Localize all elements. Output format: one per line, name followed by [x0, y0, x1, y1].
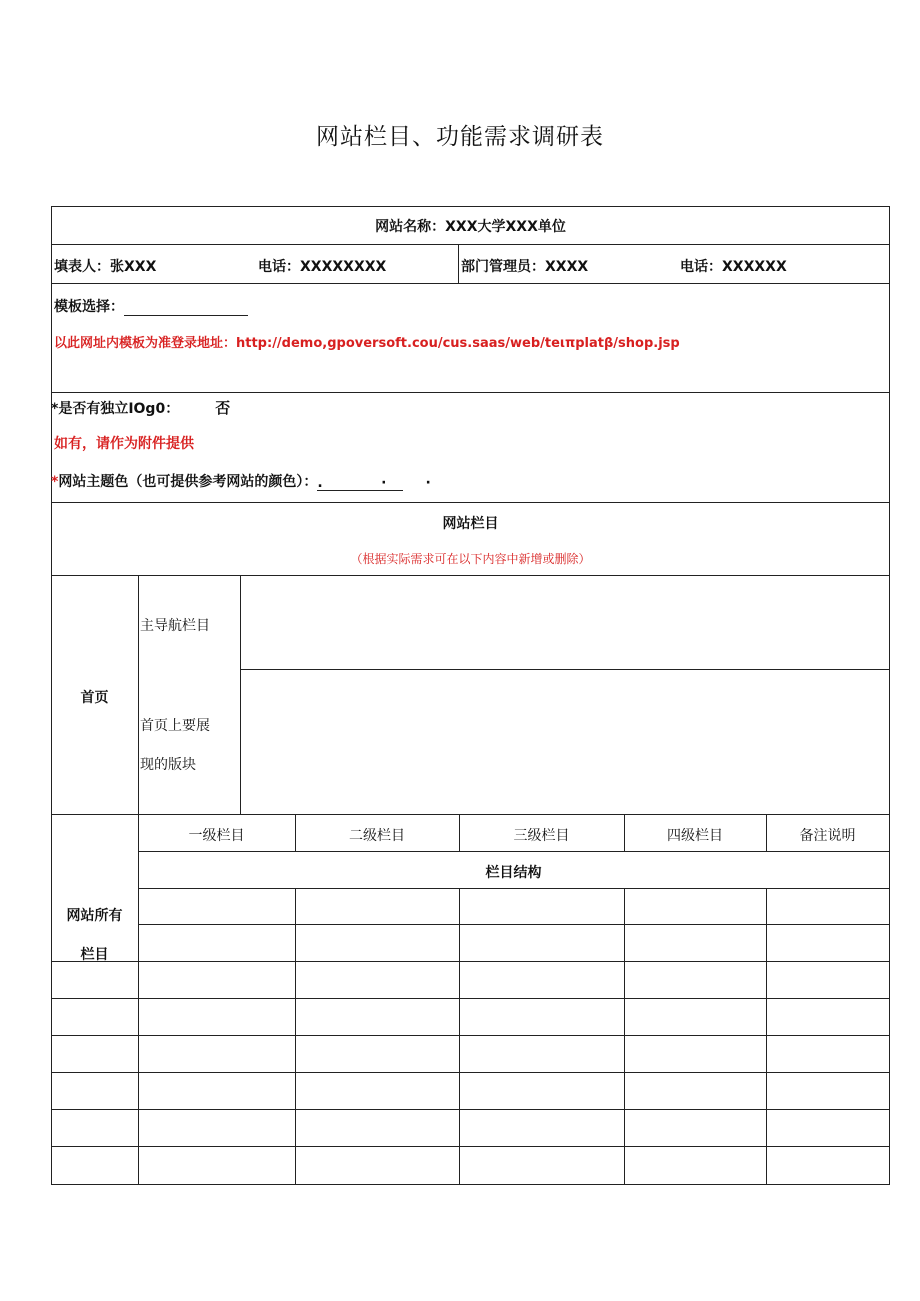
- header-level-4: 四级栏目: [667, 828, 723, 844]
- filler-name: 填表人：张XXX: [54, 259, 157, 275]
- main-nav-label: 主导航栏目: [140, 618, 210, 634]
- admin-phone: 电话：XXXXXX: [680, 259, 787, 275]
- page-title: 网站栏目、功能需求调研表: [316, 124, 604, 150]
- homepage-label: 首页: [80, 690, 109, 706]
- theme-color-field: [51, 471, 431, 491]
- structure-label: 栏目结构: [485, 865, 542, 881]
- logo-attachment-note: 如有，请作为附件提供: [54, 436, 194, 452]
- header-level-3: 三级栏目: [513, 828, 570, 844]
- all-columns-label-1: 网站所有: [66, 908, 123, 924]
- template-label: 模板选择：: [54, 299, 124, 315]
- template-input-line[interactable]: [124, 301, 248, 316]
- homepage-blocks-label-1: 首页上要展: [140, 718, 210, 734]
- site-name: 网站名称：XXX大学XXX单位: [375, 219, 566, 235]
- template-url-note: 以此网址内模板为准登录地址：http://demo,gpoversoft.cou/cus.saas/web/teιπplatβ/shop.jsp: [54, 336, 680, 351]
- template-field: [54, 296, 248, 316]
- header-remarks: 备注说明: [799, 828, 856, 844]
- homepage-blocks-label-2: 现的版块: [140, 757, 196, 773]
- theme-color-input-line[interactable]: . · ·: [317, 475, 431, 491]
- logo-field: [51, 397, 230, 418]
- theme-color-label: 网站主题色（也可提供参考网站的颜色）：: [58, 474, 318, 490]
- logo-value: 否: [215, 399, 231, 417]
- header-level-1: 一级栏目: [188, 828, 245, 844]
- columns-subnote: （根据实际需求可在以下内容中新增或删除）: [350, 552, 591, 566]
- required-star: *: [51, 474, 59, 490]
- columns-heading: 网站栏目: [442, 516, 499, 532]
- logo-label: *是否有独立IOg0：: [51, 401, 180, 417]
- all-columns-label-2: 栏目: [80, 947, 109, 963]
- header-level-2: 二级栏目: [349, 828, 405, 844]
- admin-name: 部门管理员：XXXX: [461, 259, 589, 275]
- filler-phone: 电话：XXXXXXXX: [258, 259, 387, 275]
